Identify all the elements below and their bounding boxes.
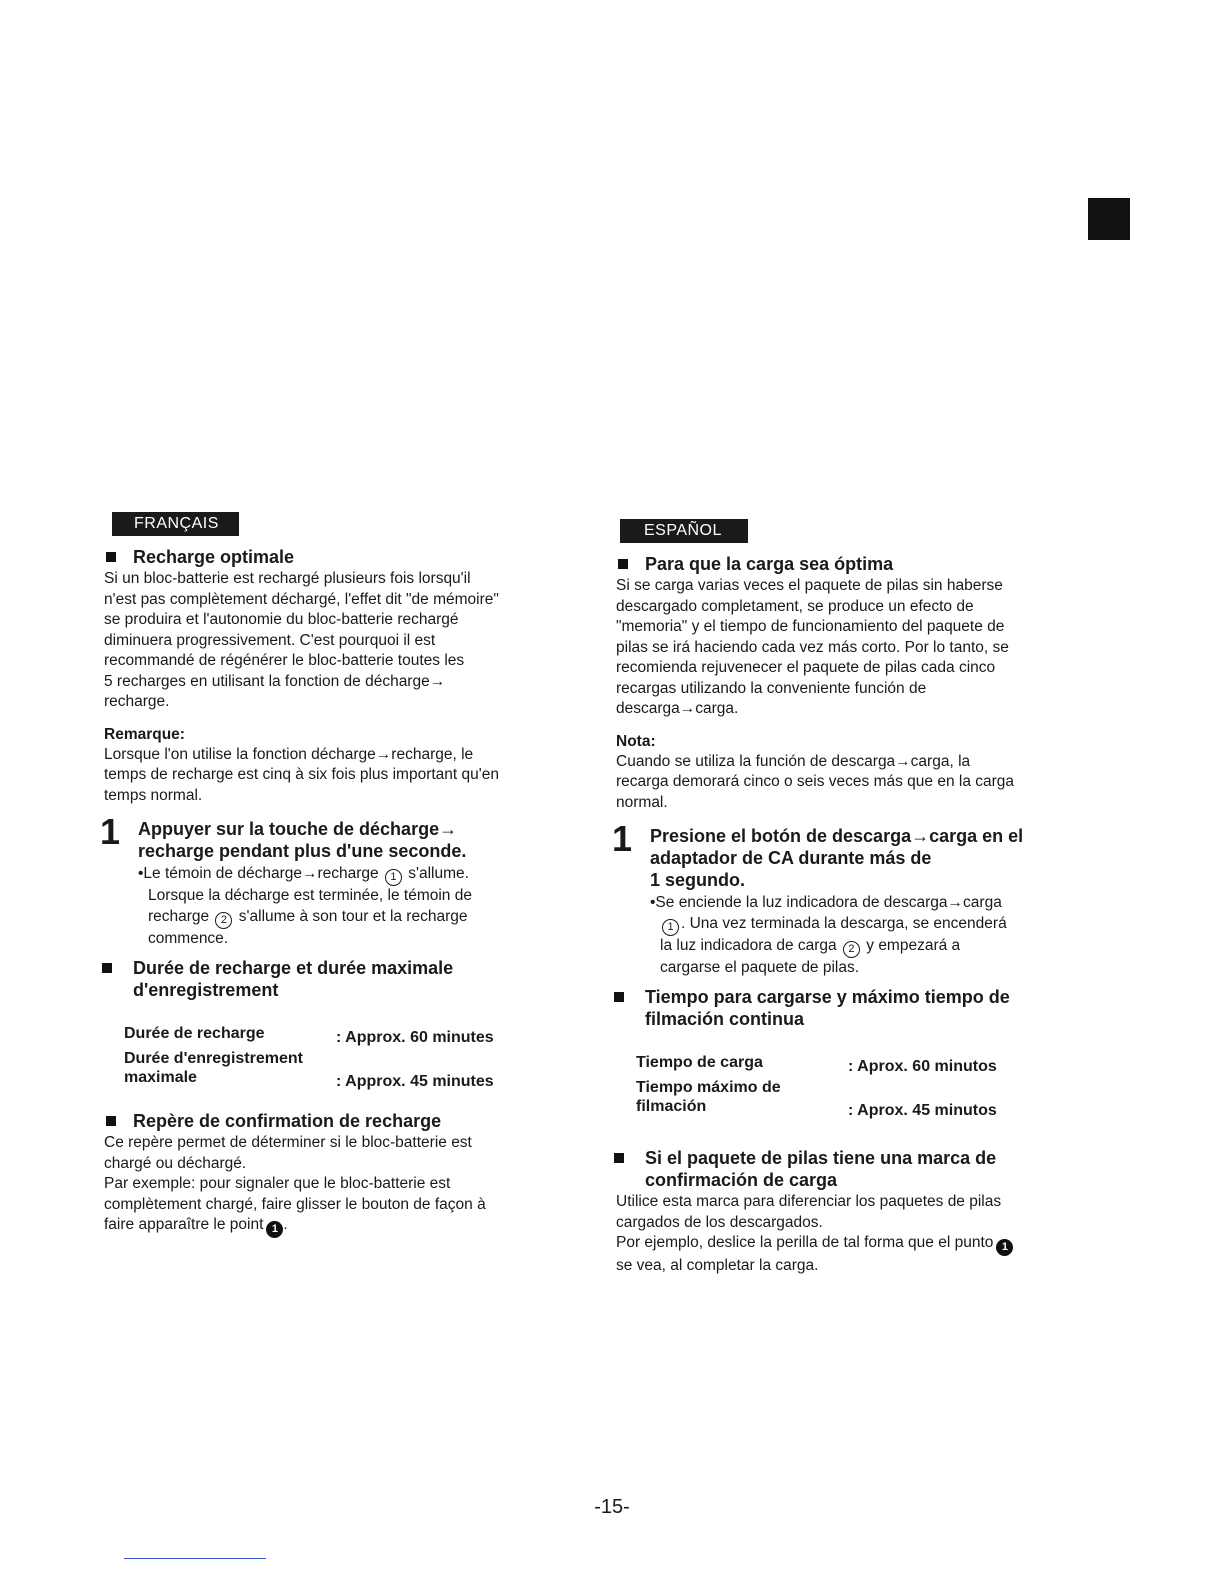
step-body-es: •Se enciende la luz indicadora de descarga→carga 1 . Una vez terminada la descarga, se encenderá la luz indicadora de carga 2 y empezará a cargarse el paquete de pilas. [650, 894, 1007, 976]
circled-1-icon: 1 [662, 919, 679, 936]
spec-table-fr [124, 1023, 554, 1092]
spec-row-carga: Tiempo de carga : Aprox. 60 minutos [636, 1054, 997, 1075]
bullet-square-icon [106, 1116, 116, 1126]
step-number: 1 [612, 818, 633, 859]
spec-table-es [636, 1052, 1066, 1121]
note-title-es: Nota: [616, 732, 656, 750]
step-number: 1 [100, 811, 121, 852]
spanish-column [612, 519, 1066, 1277]
page-number: -15- [594, 1496, 630, 1518]
bullet-square-icon [106, 552, 116, 562]
footer-rule [124, 1558, 266, 1559]
bullet-square-icon [614, 1153, 624, 1163]
circled-1-icon: 1 [385, 869, 402, 886]
bullet-square-icon [614, 992, 624, 1002]
step-title-fr: Appuyer sur la touche de décharge→ recharge pendant plus d'une seconde. [138, 819, 467, 861]
heading-marca-confirmacion: Si el paquete de pilas tiene una marca de confirmación de carga [616, 1147, 1066, 1191]
filled-dot-1-icon: 1 [996, 1239, 1013, 1256]
bullet-square-icon [618, 559, 628, 569]
spec-row-filmacion: filmación : Aprox. 45 minutos [636, 1098, 997, 1119]
language-badge-es: ESPAÑOL [620, 519, 748, 543]
filled-dot-1-icon: 1 [266, 1221, 283, 1238]
french-column [100, 512, 554, 1238]
note-title-fr: Remarque: [104, 725, 185, 743]
step-1-fr [100, 811, 554, 949]
paragraph-recharge-optimale: Si un bloc-batterie est rechargé plusieurs fois lorsqu'il n'est pas complètement déchargé, l'effet dit "de mémoire" se produira et l'autonomie du bloc-batterie rechargé diminuera progressivement. C'est pourquoi il est recommandé de régénérer le bloc-batterie toutes les 5 recharges en utilisant la fonction de décharge→ recharge. [104, 570, 499, 710]
heading-recharge-optimale: Recharge optimale [104, 546, 554, 568]
paragraph-repere-confirmation: Ce repère permet de déterminer si le bloc-batterie est chargé ou déchargé. Par exemple: pour signaler que le bloc-batterie est complètement chargé, faire glisser le bouton de façon à faire apparaître le point 1 . [104, 1133, 554, 1238]
bullet-square-icon [102, 963, 112, 973]
heading-duree-recharge: Durée de recharge et durée maximale d'enregistrement [104, 957, 554, 1001]
circled-2-icon: 2 [215, 912, 232, 929]
heading-repere-confirmation: Repère de confirmation de recharge [104, 1110, 554, 1132]
note-body-fr: Lorsque l'on utilise la fonction décharge→recharge, le temps de recharge est cinq à six fois plus important qu'en temps normal. [104, 745, 499, 804]
spec-row-recharge: Durée de recharge : Approx. 60 minutes [124, 1025, 494, 1046]
heading-carga-optima: Para que la carga sea óptima [616, 553, 1066, 575]
spec-row-enregistrement: maximale : Approx. 45 minutes [124, 1069, 494, 1090]
paragraph-marca-confirmacion: Utilice esta marca para diferenciar los paquetes de pilas cargados de los descargados. Por ejemplo, deslice la perilla de tal forma que el punto 1 se vea, al completar la carga. [616, 1192, 1066, 1277]
paragraph-carga-optima: Si se carga varias veces el paquete de pilas sin haberse descargado completament, se produce un efecto de "memoria" y el tiempo de funcionamiento del paquete de pilas se irá haciendo cada vez más corto. Por lo tanto, se recomienda rejuvenecer el paquete de pilas cada cinco recargas utilizando la conveniente función de descarga→carga. [616, 577, 1009, 717]
spec-label-filmacion: Tiempo máximo de [636, 1079, 781, 1096]
spec-label-enregistrement: Durée d'enregistrement [124, 1050, 303, 1067]
note-body-es: Cuando se utiliza la función de descarga→carga, la recarga demorará cinco o seis veces más que en la carga normal. [616, 752, 1015, 811]
step-1-es [612, 818, 1066, 978]
step-title-es: Presione el botón de descarga→carga en el adaptador de CA durante más de 1 segundo. [650, 826, 1024, 890]
step-body-fr: •Le témoin de décharge→recharge 1 s'allume. Lorsque la décharge est terminée, le témoin de recharge 2 s'allume à son tour et la recharge commence. [138, 865, 472, 947]
circled-2-icon: 2 [843, 941, 860, 958]
section-tab-marker [1088, 198, 1130, 240]
language-badge-fr: FRANÇAIS [112, 512, 239, 536]
heading-tiempo-carga: Tiempo para cargarse y máximo tiempo de filmación continua [616, 986, 1066, 1030]
